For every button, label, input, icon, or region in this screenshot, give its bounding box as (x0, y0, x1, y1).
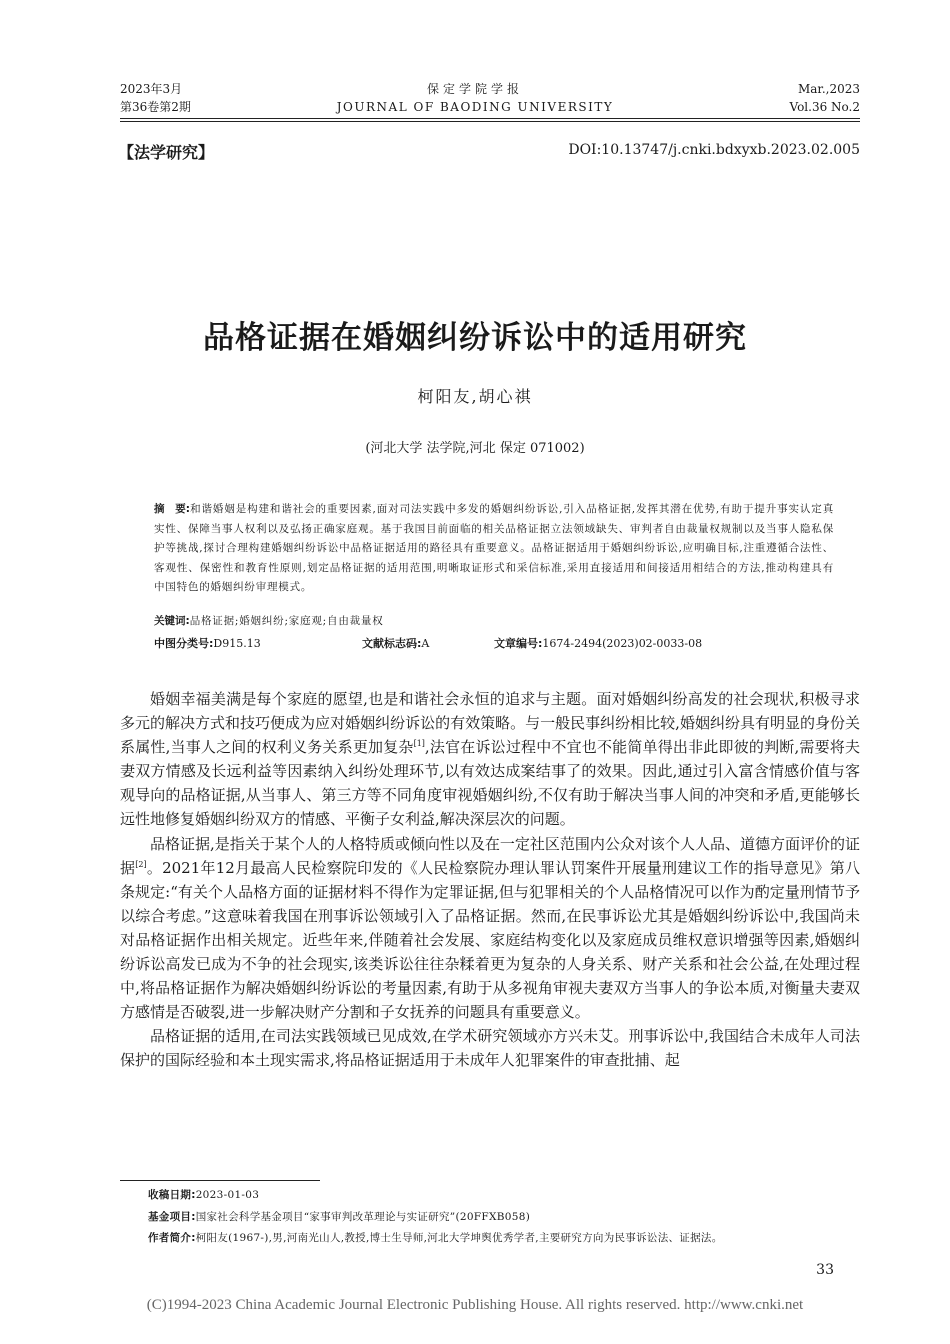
clc-label: 中图分类号: (154, 637, 214, 650)
author-value: 柯阳友(1967-),男,河南光山人,教授,博士生导师,河北大学坤舆优秀学者,主要研究方向为民事诉讼法、证据法。 (195, 1232, 723, 1244)
clc-number (154, 634, 261, 653)
issue-date-en: Mar.,2023 (797, 82, 860, 96)
doi: DOI:10.13747/j.cnki.bdxyxb.2023.02.005 (568, 142, 860, 158)
article-title: 品格证据在婚姻纠纷诉讼中的适用研究 (203, 320, 747, 356)
received-label: 收稿日期: (148, 1189, 196, 1201)
issue-date-cn: 2023年3月 (120, 82, 183, 96)
fund-project (148, 1207, 868, 1229)
paragraph-1-text-a: 婚姻幸福美满是每个家庭的愿望,也是和谐社会永恒的追求与主题。面对婚姻纠纷高发的社会现状,积极寻求多元的解决方式和技巧便成为应对婚姻纠纷诉讼的有效策略。与一般民事纠纷相比较,婚姻纠纷具有明显的身份关系属性,当事人之间的权利义务关系更加复杂 (120, 690, 860, 757)
copyright-notice: (C)1994-2023 China Academic Journal Electronic Publishing House. All rights reserved. http://www.cnki.net (146, 1297, 804, 1313)
abstract-text: 和谐婚姻是构建和谐社会的重要因素,面对司法实践中多发的婚姻纠纷诉讼,引入品格证据,发挥其潜在优势,有助于提升事实认定真实性、保障当事人权利以及弘扬正确家庭观。基于我国目前面临的相关品格证据立法领域缺失、审判者自由裁量权规制以及当事人隐私保护等挑战,探讨合理构建婚姻纠纷诉讼中品格证据适用的路径具有重要意义。品格证据适用于婚姻纠纷诉讼,应明确目标,注重遵循合法性、客观性、保密性和教育性原则,划定品格证据的适用范围,明晰取证形式和采信标准,采用直接适用和间接适用相结合的方法,推动构建具有中国特色的婚姻纠纷审理模式。 (154, 503, 834, 593)
authors: 柯阳友,胡心祺 (417, 387, 533, 406)
fund-label: 基金项目: (148, 1210, 196, 1223)
clc-value: D915.13 (213, 637, 261, 650)
keywords-text: 品格证据;婚姻纠纷;家庭观;自由裁量权 (189, 615, 384, 627)
author-bio (148, 1228, 868, 1250)
author-label: 作者简介: (148, 1232, 196, 1244)
document-code (362, 634, 429, 653)
reference-mark: [2] (135, 859, 147, 869)
footnotes (148, 1185, 868, 1250)
received-value: 2023-01-03 (195, 1189, 260, 1201)
paragraph-1-text-b: ,法官在诉讼过程中不宜也不能简单得出非此即彼的判断,需要将夫妻双方情感及长远利益等因素纳入纠纷处理环节,以有效达成案结事了的效果。因此,通过引入富含情感价值与客观导向的品格证据,从当事人、第三方等不同角度审视婚姻纠纷,不仅有助于解决当事人间的冲突和矛盾,更能够长远性地修复婚姻纠纷双方的情感、平衡子女利益,解决深层次的问题。 (120, 738, 860, 829)
page-number: 33 (816, 1262, 834, 1278)
reference-mark: [1] (413, 739, 425, 749)
abstract (154, 500, 834, 598)
doc-code-value: A (421, 637, 430, 650)
body-text (120, 687, 860, 1073)
abstract-label: 摘 要: (154, 503, 191, 515)
paragraph-3 (120, 1024, 860, 1072)
journal-name-cn: 保定学院学报 (426, 82, 523, 96)
keywords-label: 关键词: (154, 615, 190, 627)
footnote-rule (120, 1180, 320, 1181)
header-right (790, 80, 861, 116)
doc-code-label: 文献标志码: (362, 637, 422, 650)
header-rule-thin (120, 121, 860, 122)
paragraph-2-text-a: 品格证据,是指关于某个人的人格特质或倾向性以及在一定社区范围内公众对该个人人品、道德方面评价的证据 (120, 834, 860, 877)
affiliation: (河北大学 法学院,河北 保定 071002) (365, 441, 585, 456)
issue-volume-cn: 第36卷第2期 (120, 100, 191, 114)
paragraph-2 (120, 832, 860, 1025)
received-date (148, 1185, 868, 1207)
article-number (494, 634, 702, 653)
paragraph-3-text-a: 品格证据的适用,在司法实践领域已见成效,在学术研究领域亦方兴未艾。刑事诉讼中,我国结合未成年人司法保护的国际经验和本土现实需求,将品格证据适用于未成年人犯罪案件的审查批捕、起 (120, 1027, 860, 1070)
keywords (154, 612, 834, 631)
paragraph-1 (120, 687, 860, 832)
column-tag: 【法学研究】 (118, 143, 215, 162)
article-no-label: 文章编号: (494, 637, 543, 650)
article-no-value: 1674-2494(2023)02-0033-08 (542, 637, 703, 650)
header-rule-thick (120, 118, 860, 119)
fund-value: 国家社会科学基金项目“家事审判改革理论与实证研究”(20FFXB058) (195, 1210, 531, 1223)
journal-name-en: JOURNAL OF BAODING UNIVERSITY (336, 100, 614, 114)
paragraph-2-text-b: 。2021年12月最高人民检察院印发的《人民检察院办理认罪认罚案件开展量刑建议工作的指导意见》第八条规定:“有关个人品格方面的证据材料不得作为定罪证据,但与犯罪相关的个人品格情况可以作为酌定量刑情节予以综合考虑。”这意味着我国在刑事诉讼领域引入了品格证据。然而,在民事诉讼尤其是婚姻纠纷诉讼中,我国尚未对品格证据作出相关规定。近些年来,伴随着社会发展、家庭结构变化以及家庭成员维权意识增强等因素,婚姻纠纷诉讼高发已成为不争的社会现实,该类诉讼往往杂糅着更为复杂的人身关系、财产关系和社会公益,在处理过程中,将品格证据作为解决婚姻纠纷诉讼的考量因素,有助于从多视角审视夫妻双方当事人的争讼本质,对衡量夫妻双方感情是否破裂,进一步解决财产分割和子女抚养的问题具有重要意义。 (120, 858, 860, 1022)
issue-volume-en: Vol.36 No.2 (789, 100, 860, 114)
